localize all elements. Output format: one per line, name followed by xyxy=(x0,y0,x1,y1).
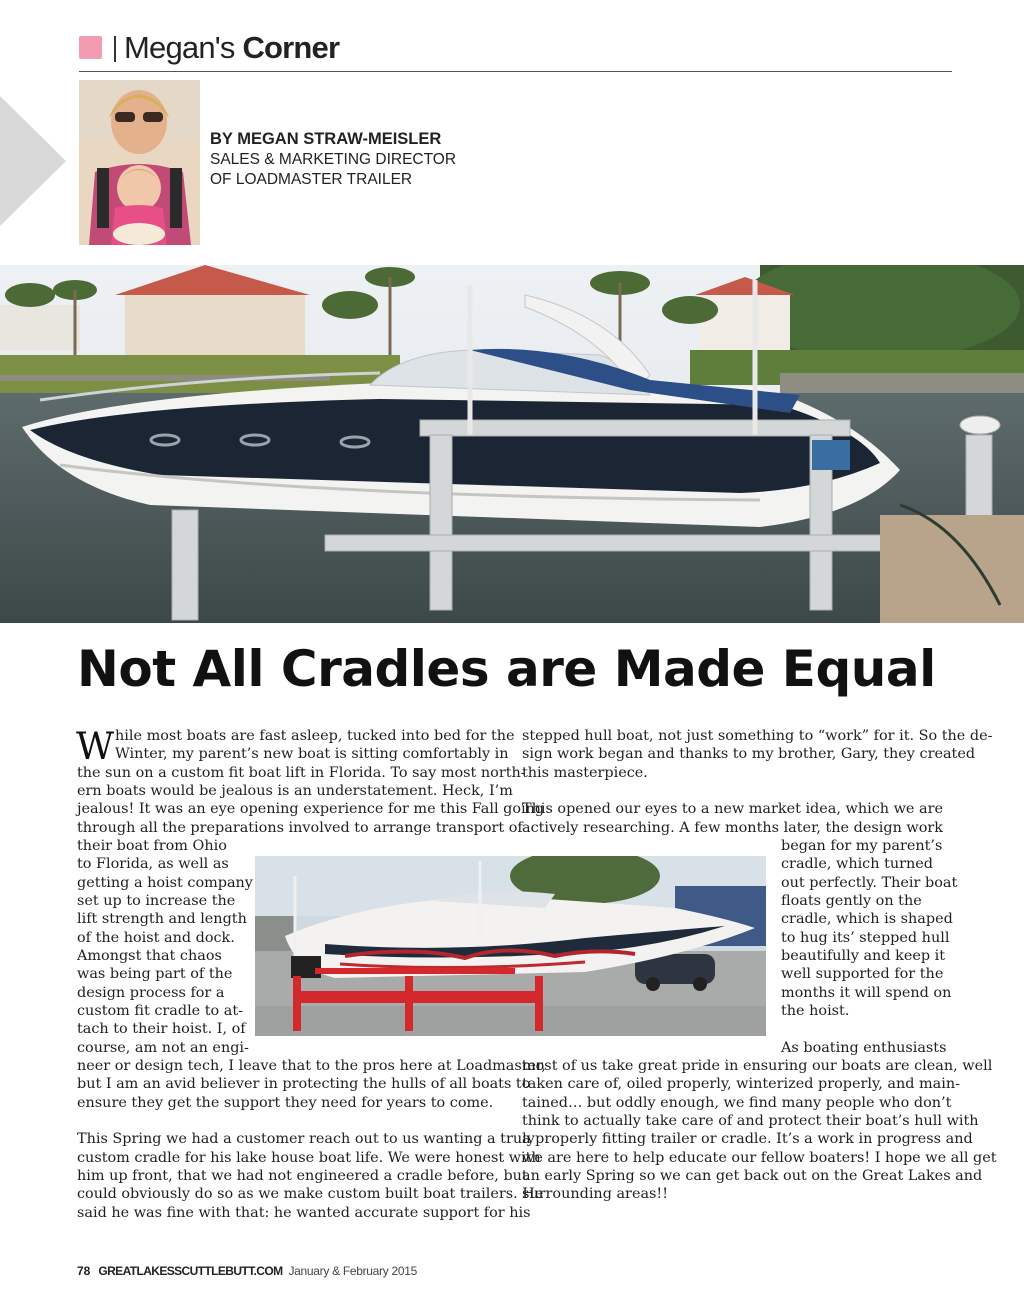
right-col-line: the hoist. xyxy=(781,1003,850,1019)
right-col-line: a properly fitting trailer or cradle. It’s a work in progress and xyxy=(522,1131,973,1147)
right-col-line: an early Spring so we can get back out on the Great Lakes and xyxy=(522,1168,983,1184)
section-accent-square xyxy=(79,36,102,59)
author-photo xyxy=(79,80,200,245)
left-col-line: tach to their hoist. I, of xyxy=(77,1021,246,1037)
right-col-line: As boating enthusiasts xyxy=(781,1040,947,1056)
left-col-line: ern boats would be jealous is an understatement. Heck, I’m xyxy=(77,783,513,799)
left-col-line: was being part of the xyxy=(77,966,233,982)
left-col-line: design process for a xyxy=(77,985,225,1001)
author-role-line-1: SALES & MARKETING DIRECTOR xyxy=(210,151,457,168)
right-col-line: actively researching. A few months later, the design work xyxy=(522,820,944,836)
left-col-line: neer or design tech, I leave that to the pros here at Loadmaster, xyxy=(77,1058,546,1074)
left-col-line: custom cradle for his lake house boat life. We were honest with xyxy=(77,1150,541,1166)
right-col-line: out perfectly. Their boat xyxy=(781,875,958,891)
left-col-line: jealous! It was an eye opening experience for me this Fall going xyxy=(77,801,545,817)
left-col-line: through all the preparations involved to arrange transport of xyxy=(77,820,523,836)
right-col-line: taken care of, oiled properly, winterized properly, and main- xyxy=(522,1076,960,1092)
left-col-line: their boat from Ohio xyxy=(77,838,227,854)
right-col-line: beautifully and keep it xyxy=(781,948,946,964)
drop-cap: W xyxy=(76,725,115,768)
right-col-line: we are here to help educate our fellow boaters! I hope we all get xyxy=(522,1150,997,1166)
right-col-line: floats gently on the xyxy=(781,893,922,909)
header-divider xyxy=(114,36,116,62)
left-col-line: This Spring we had a customer reach out to us wanting a truly xyxy=(77,1131,535,1147)
right-col-line: think to actually take care of and protect their boat’s hull with xyxy=(522,1113,979,1129)
left-col-line: ensure they get the support they need for years to come. xyxy=(77,1095,494,1111)
page-number: 78 xyxy=(77,1264,91,1278)
right-col-line: surrounding areas!! xyxy=(522,1186,668,1202)
left-col-line: to Florida, as well as xyxy=(77,856,229,872)
footer-issue-date: January & February 2015 xyxy=(288,1264,417,1278)
left-col-line: lift strength and length xyxy=(77,911,247,927)
left-col-line: Winter, my parent’s new boat is sitting comfortably in xyxy=(115,746,509,762)
right-col-line: began for my parent’s xyxy=(781,838,943,854)
author-byline: BY MEGAN STRAW-MEISLER xyxy=(210,130,442,148)
right-col-line: most of us take great pride in ensuring our boats are clean, well xyxy=(522,1058,993,1074)
left-col-line: set up to increase the xyxy=(77,893,236,909)
left-col-line: the sun on a custom fit boat lift in Florida. To say most north- xyxy=(77,765,526,781)
left-col-line: could obviously do so as we make custom built boat trailers. He xyxy=(77,1186,544,1202)
section-title xyxy=(124,30,339,66)
section-title-bold: Corner xyxy=(242,30,340,65)
right-col-line: well supported for the xyxy=(781,966,944,982)
left-col-line: course, am not an engi- xyxy=(77,1040,249,1056)
left-col-line: but I am an avid believer in protecting the hulls of all boats to xyxy=(77,1076,531,1092)
right-col-line: sign work began and thanks to my brother, Gary, they created xyxy=(522,746,976,762)
right-col-line: months it will spend on xyxy=(781,985,952,1001)
side-arrow-icon xyxy=(0,96,66,226)
left-col-line: of the hoist and dock. xyxy=(77,930,235,946)
footer-site: GREATLAKESSCUTTLEBUTT.COM xyxy=(98,1264,283,1278)
right-col-line: stepped hull boat, not just something to “work” for it. So the de- xyxy=(522,728,993,744)
left-col-line: custom fit cradle to at- xyxy=(77,1003,244,1019)
hero-photo-boat-on-lift xyxy=(0,265,1024,623)
article-title: Not All Cradles are Made Equal xyxy=(77,640,936,698)
left-col-line: said he was fine with that: he wanted accurate support for his xyxy=(77,1205,531,1221)
left-col-line: hile most boats are fast asleep, tucked into bed for the xyxy=(115,728,515,744)
left-col-line: Amongst that chaos xyxy=(77,948,222,964)
right-col-line: cradle, which is shaped xyxy=(781,911,953,927)
right-col-line: to hug its’ stepped hull xyxy=(781,930,950,946)
right-col-line: This opened our eyes to a new market idea, which we are xyxy=(522,801,943,817)
page-footer xyxy=(77,1264,417,1278)
inset-photo-boat-on-cradle xyxy=(255,856,766,1036)
author-role-line-2: OF LOADMASTER TRAILER xyxy=(210,171,413,188)
left-col-line: him up front, that we had not engineered a cradle before, but xyxy=(77,1168,528,1184)
right-col-line: cradle, which turned xyxy=(781,856,934,872)
right-col-line: this masterpiece. xyxy=(522,765,648,781)
header-rule xyxy=(79,71,952,72)
section-title-prefix: Megan's xyxy=(124,30,235,65)
right-col-line: tained… but oddly enough, we find many people who don’t xyxy=(522,1095,952,1111)
left-col-line: getting a hoist company xyxy=(77,875,253,891)
